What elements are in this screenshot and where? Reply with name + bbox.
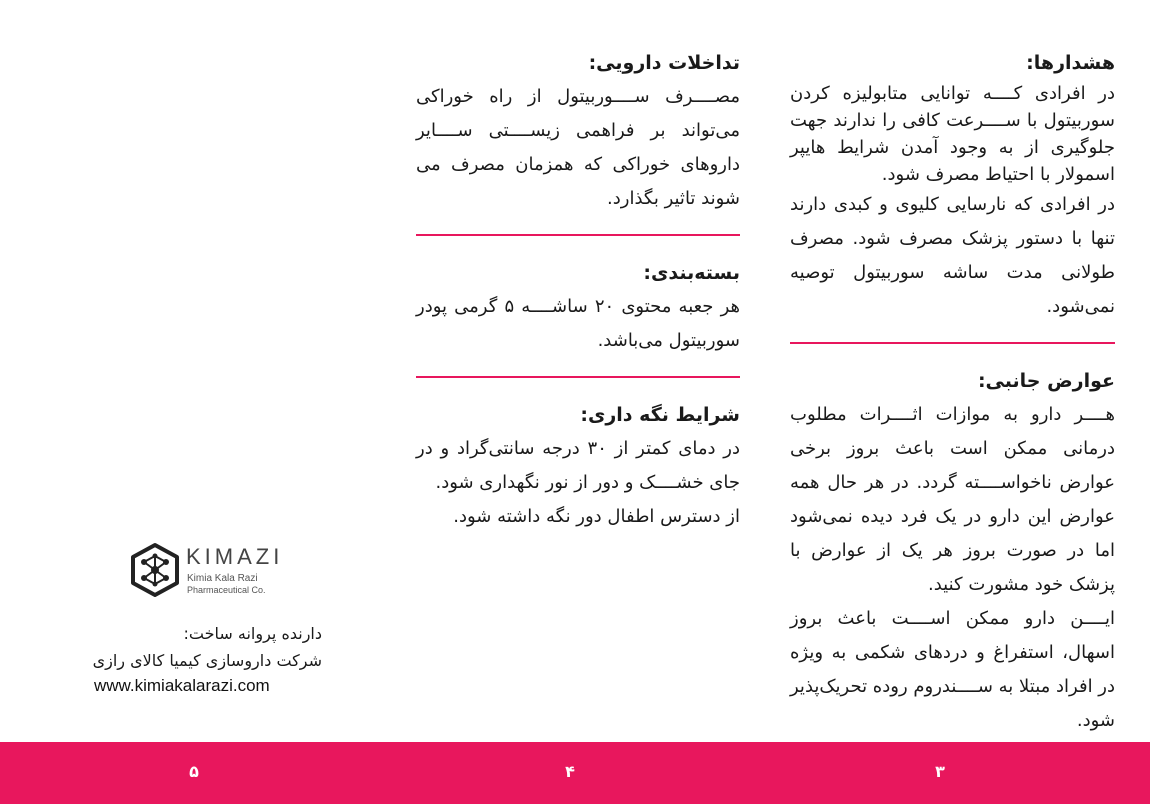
page-number-left: ۵: [189, 762, 199, 781]
packaging-body: هر جعبه محتوی ۲۰ ساشــــه ۵ گرمی پودر سوربیتول می‌باشد.: [416, 296, 741, 351]
website-link[interactable]: www.kimiakalarazi.com: [94, 676, 270, 695]
licensee-company: شرکت داروسازی کیمیا کالای رازی: [92, 651, 322, 670]
section-divider: [416, 234, 740, 236]
storage-body-1: در دمای کمتر از ۳۰ درجه سانتی‌گراد و در جای خشــــک و دور از نور نگهداری شود.: [416, 438, 740, 493]
storage-title: شرایط نگه داری:: [580, 404, 740, 426]
side-effects-title: عوارض جانبی:: [977, 370, 1115, 392]
logo-subtitle-company: Kimia Kala Razi: [187, 573, 258, 584]
warnings-title: هشدارها:: [1026, 52, 1115, 74]
interactions-body: مصــــرف ســــوربیتول از راه خوراکی می‌تواند بر فراهمی زیســــتی ســــایر داروهای خوراکی که همزمان مصرف می شوند تاثیر بگذارد.: [416, 86, 740, 209]
section-divider: [416, 376, 740, 378]
page-number-middle: ۴: [565, 762, 575, 781]
logo-subtitle-type: Pharmaceutical Co.: [187, 585, 266, 595]
column-middle: [416, 46, 740, 534]
storage-body-2: از دسترس اطفال دور نگه داشته شود.: [453, 506, 740, 527]
side-effects-body-1: هــــر دارو به موازات اثــــرات مطلوب درمانی ممکن است باعث بروز برخی عوارض ناخواســــته گردد. در هر حال همه عوارض این دارو در یک فرد دیده نمی‌شود اما در صورت بروز هر یک از عوارض با پزشک خود مشورت کنید.: [790, 404, 1115, 595]
section-divider: [790, 342, 1115, 344]
licensee-info: [72, 620, 322, 674]
column-right: [790, 46, 1115, 738]
footer-bar: [0, 742, 1150, 804]
warnings-body-2: در افرادی که نارسایی کلیوی و کبدی دارند تنها با دستور پزشک مصرف شود. مصرف طولانی مدت ساشه سوربیتول توصیه نمی‌شود.: [790, 194, 1115, 317]
packaging-title: بسته‌بندی:: [643, 262, 740, 284]
logo-wordmark: KIMAZI: [186, 544, 284, 569]
warnings-body-1: در افرادی کــــه توانایی متابولیزه کردن سوربیتول با ســــرعت کافی را ندارند جهت جلوگیری از به وجود آمدن شرایط هایپر اسمولار با احتیاط مصرف شود.: [790, 83, 1115, 185]
licensee-label: دارنده پروانه ساخت:: [183, 624, 322, 643]
side-effects-body-2: ایــــن دارو ممکن اســــت باعث بروز اسهال، استفراغ و دردهای شکمی به ویژه در افراد مبتلا به ســــندروم روده تحریک‌پذیر شود.: [790, 608, 1115, 731]
page-number-right: ۳: [935, 762, 945, 781]
interactions-title: تداخلات دارویی:: [588, 52, 740, 74]
